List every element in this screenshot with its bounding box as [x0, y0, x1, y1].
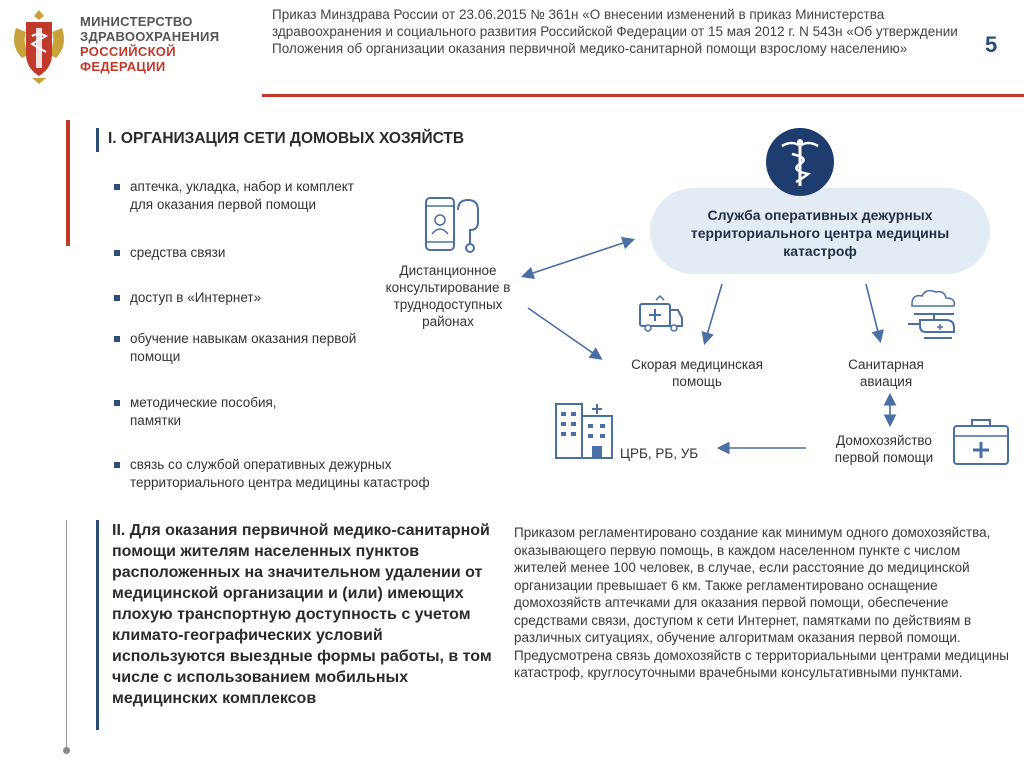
list-item: аптечка, укладка, набор и комплект для оказания первой помощи — [112, 178, 370, 214]
ministry-line-1: МИНИСТЕРСТВО — [80, 14, 193, 29]
list-item: методические пособия, памятки — [112, 394, 330, 430]
section1-title: I. ОРГАНИЗАЦИЯ СЕТИ ДОМОВЫХ ХОЗЯЙСТВ — [108, 130, 465, 147]
arrow-remote-ambulance — [528, 308, 600, 358]
section2-title: II. Для оказания первичной медико-санитарной помощи жителям населенных пунктов расположенных на значительном удалении от медицинской организации и (или) имеющих плохую транспортную доступность с учетом климато-географических условий используются выездные формы работы, в том числе с использованием мобильных медицинских комплексов — [112, 522, 492, 707]
aviation-label: Санитарная авиация — [848, 357, 924, 389]
list-item: связь со службой оперативных дежурных территориального центра медицины катастроф — [112, 456, 490, 492]
arrow-service-aviation — [866, 284, 880, 340]
service-label: Служба оперативных дежурных территориального центра медицины катастроф — [690, 207, 950, 259]
arrow-remote-service — [524, 240, 632, 276]
ministry-line-2: ЗДРАВООХРАНЕНИЯ — [80, 29, 220, 44]
ambulance-label: Скорая медицинская помощь — [631, 357, 763, 389]
list-item: обучение навыкам оказания первой помощи — [112, 330, 360, 366]
list-item: средства связи — [112, 244, 490, 262]
household-label: Домохозяйство первой помощи — [834, 433, 934, 465]
ministry-line-3: РОССИЙСКОЙ ФЕДЕРАЦИИ — [80, 44, 176, 74]
arrow-service-ambulance — [705, 284, 722, 342]
page-number: 5 — [985, 32, 998, 57]
hospitals-label: ЦРБ, РБ, УБ — [620, 446, 699, 461]
regulation-description: Приказом регламентировано создание как минимум одного домохозяйства, оказывающего первую помощь, в каждом населенном пункте с числом жителей менее 100 человек, в случае, если расстояние до медицинской организации превышает 6 км. Также регламентировано оснащение домохозяйств аптечками для оказания первой помощи, обеспечение средствами связи, доступом к сети Интернет, памятками по действиям в различных ситуациях, обучение алгоритмам оказания первой помощи. Предусмотрена связь домохозяйств с территориальными центрами медицины катастроф, круглосуточными врачебными консультативными пунктами. — [514, 525, 1009, 680]
order-title: Приказ Минздрава России от 23.06.2015 № 361н «О внесении изменений в приказ Министерства здравоохранения и социального развития Российской Федерации от 15 мая 2012 г. N 543н «Об утверждении Положения об организации оказания первичной медико-санитарной помощи взрослому населению» — [272, 7, 958, 56]
list-item: доступ в «Интернет» — [112, 289, 490, 307]
remote-consulting-label: Дистанционное консультирование в труднодоступных районах — [385, 263, 511, 329]
